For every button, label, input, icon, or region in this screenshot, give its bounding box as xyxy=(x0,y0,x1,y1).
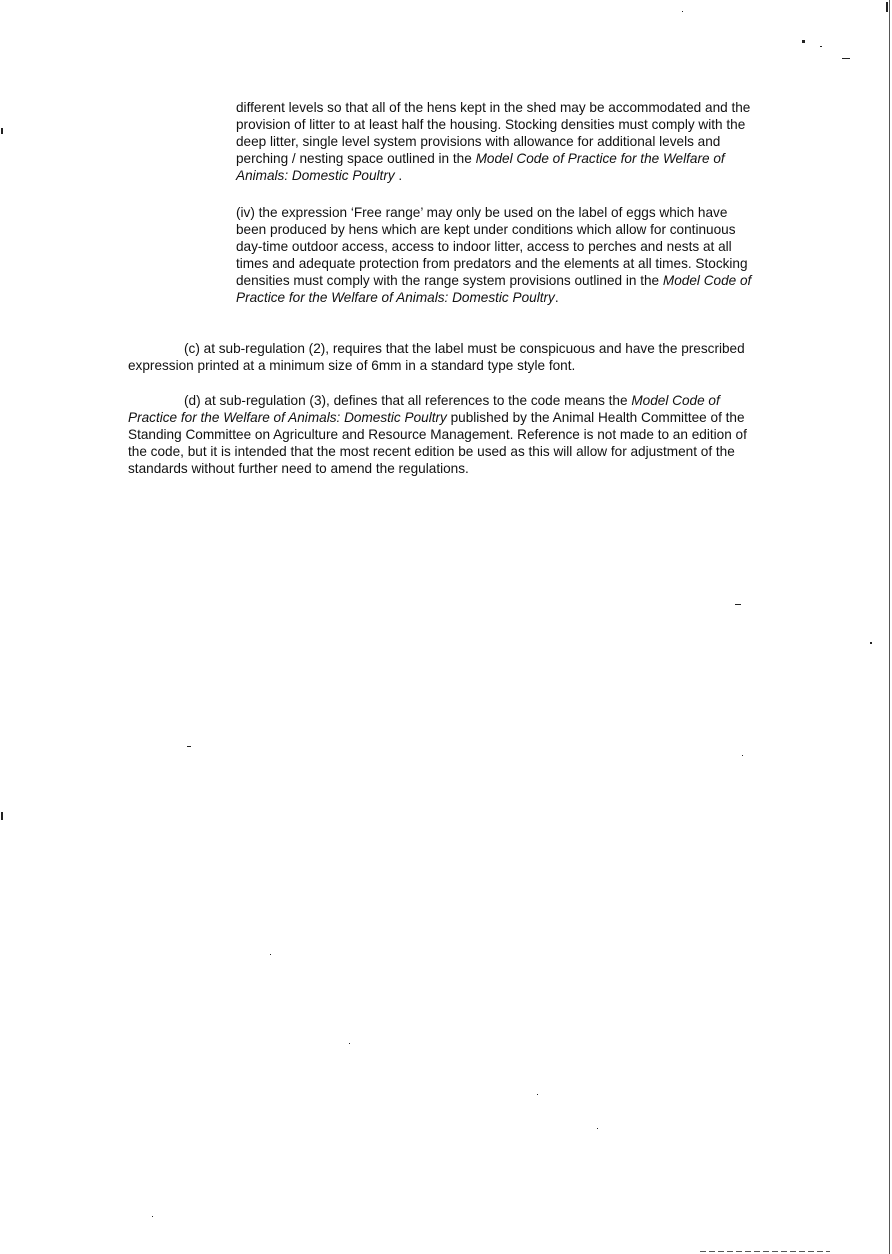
scan-speck xyxy=(537,1094,538,1095)
scan-speck xyxy=(886,2,888,12)
item-iv-text: (iv) the expression ‘Free range’ may only be used on the label of eggs which have been produced by hens which are kept under conditions which allow for continuous day-time outdoor access, access to indoor litter, access to perches and nests at all times and adequate protection from predators and the elements at all times. Stocking densities must comply with the range system provisions outlined in the xyxy=(236,205,748,288)
item-d-text: (d) at sub-regulation (3), defines that all references to the code means the xyxy=(184,393,632,408)
paragraph-item-iii-continued xyxy=(236,99,758,184)
scan-speck xyxy=(820,46,822,47)
scan-speck xyxy=(187,746,191,747)
paragraph-item-d xyxy=(128,392,756,477)
scan-speck xyxy=(152,1216,153,1217)
item-d-code-title: Model Code of Practice for the Welfare of Animals: Domestic Poultry xyxy=(128,393,720,425)
paragraph-item-iv xyxy=(236,204,756,306)
scan-speck xyxy=(597,1128,598,1129)
item-iii-text: different levels so that all of the hens kept in the shed may be accommodated and the provision of litter to at least half the housing. Stocking densities must comply with the deep litter, single level system provisions with allowance for additional levels and perching / nesting space outlined in the xyxy=(236,100,751,166)
scan-speck xyxy=(802,40,805,43)
scan-speck xyxy=(1,812,3,820)
scan-speck xyxy=(682,11,683,12)
item-iv-code-title: Model Code of Practice for the Welfare of Animals: Domestic Poultry xyxy=(236,273,752,305)
scan-speck xyxy=(742,755,743,756)
item-c-text: (c) at sub-regulation (2), requires that the label must be conspicuous and have the prescribed expression printed at a minimum size of 6mm in a standard type style font. xyxy=(128,341,745,373)
item-iv-end: . xyxy=(554,290,559,305)
scan-speck xyxy=(735,604,741,605)
scan-edge-right xyxy=(889,0,890,1254)
scan-speck xyxy=(842,58,850,59)
scan-speck xyxy=(870,642,872,644)
item-d-rest: published by the Animal Health Committee of the Standing Committee on Agriculture and Resource Management. Reference is not made to an edition of the code, but it is intended that the most recent edition be used as this will allow for adjustment of the standards without further need to amend the regulations. xyxy=(128,410,747,476)
scan-speck xyxy=(349,1043,350,1044)
scan-speck xyxy=(1,128,3,134)
item-iii-end: . xyxy=(394,168,403,183)
paragraph-item-c xyxy=(128,340,756,374)
scan-speck xyxy=(270,954,271,955)
scan-edge-bottom xyxy=(700,1251,830,1252)
item-iii-code-title: Model Code of Practice for the Welfare of Animals: Domestic Poultry xyxy=(236,151,725,183)
